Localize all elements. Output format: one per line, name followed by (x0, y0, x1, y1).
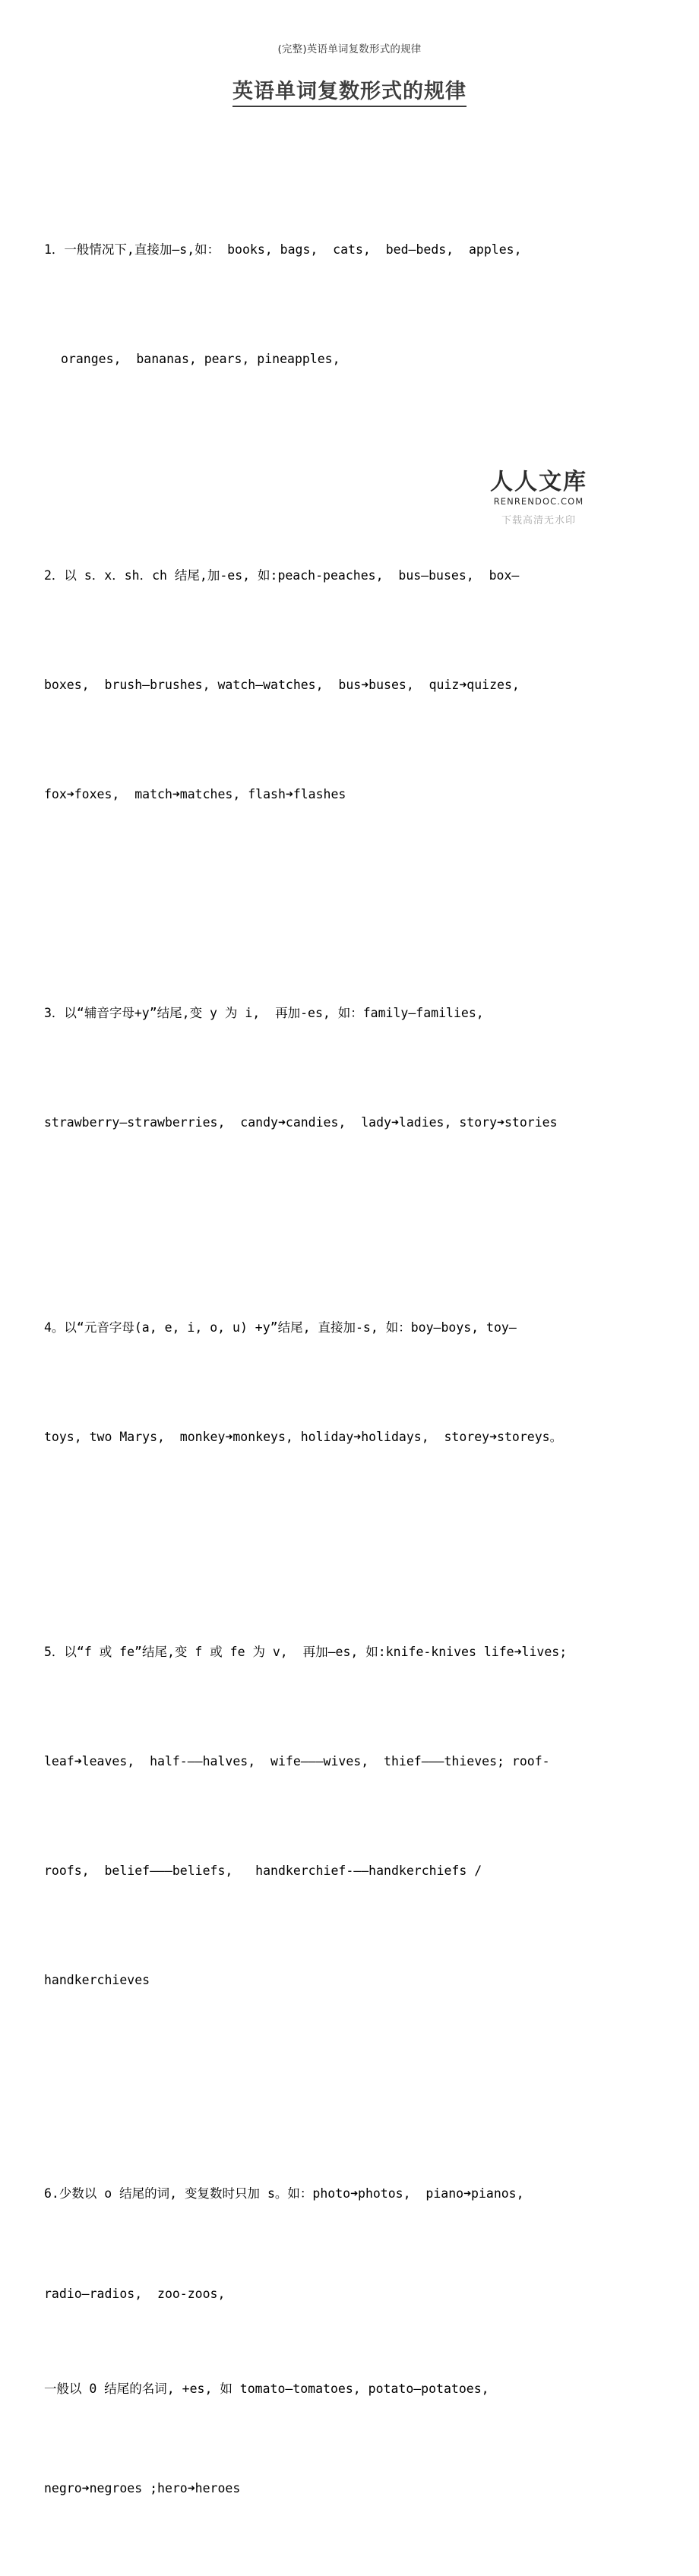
rule-2-line-1: 2．以 s．x．sh．ch 结尾,加-es, 如:peach-peaches, bus—buses, box— (44, 568, 520, 583)
rule-4-line-1: 4。以“元音字母(a, e, i, o, u) +y”结尾, 直接加-s, 如：boy—boys, toy— (44, 1320, 517, 1335)
rule-4-line-2: toys, two Marys, monkey➜monkeys, holiday➜holidays, storey➜storeys。 (44, 1430, 563, 1445)
rule-6-line-4: negro➜negroes ;hero➜heroes (44, 2481, 241, 2496)
rules-list (44, 159, 655, 2576)
rule-item-2 (44, 485, 655, 886)
rule-item-6 (44, 2107, 655, 2576)
rule-item-1 (44, 159, 655, 450)
rule-2-line-3: fox➜foxes, match➜matches, flash➜flashes (44, 787, 346, 802)
rule-5-line-2: leaf➜leaves, half-——halves, wife———wives, thief———thieves; roof- (44, 1754, 550, 1769)
rule-6-line-2: radio—radios, zoo-zoos, (44, 2287, 226, 2302)
rule-1-line-2: oranges, bananas, pears, pineapples, (61, 352, 340, 367)
page-title: 英语单词复数形式的规律 (232, 79, 467, 107)
rule-item-3 (44, 922, 655, 1214)
watermark-brand-cn: 人人文库 (490, 469, 587, 495)
rule-6-line-3: 一般以 0 结尾的名词, +es, 如 tomato—tomatoes, potato—potatoes, (44, 2382, 489, 2397)
rule-1-line-1: 1．一般情况下,直接加—s,如： books, bags, cats, bed—beds, apples, (44, 242, 522, 258)
rule-3-line-2: strawberry—strawberries, candy➜candies, lady➜ladies, story➜stories (44, 1115, 558, 1130)
rule-5-line-1: 5．以“f 或 fe”结尾,变 f 或 fe 为 v, 再加—es, 如:knife-knives life➜lives; (44, 1645, 568, 1660)
rule-5-line-3: roofs, belief———beliefs, handkerchief-——handkerchiefs / (44, 1863, 482, 1879)
rule-2-line-2: boxes, brush—brushes, watch—watches, bus➜buses, quiz➜quizes, (44, 678, 520, 693)
watermark-brand-en: RENRENDOC.COM (493, 496, 584, 507)
watermark-faint-text: 下载高清无水印 (501, 515, 576, 526)
rule-6-line-1: 6.少数以 o 结尾的词, 变复数时只加 s。如：photo➜photos, piano➜pianos, (44, 2186, 524, 2201)
rule-item-4 (44, 1237, 655, 1528)
rule-3-line-1: 3．以“辅音字母+y”结尾,变 y 为 i, 再加-es, 如：family—families, (44, 1006, 484, 1021)
document-header-breadcrumb: (完整)英语单词复数形式的规律 (277, 43, 422, 55)
rule-5-line-4: handkerchieves (44, 1973, 150, 1988)
page-title-container (44, 65, 655, 121)
rule-item-5 (44, 1561, 655, 2072)
